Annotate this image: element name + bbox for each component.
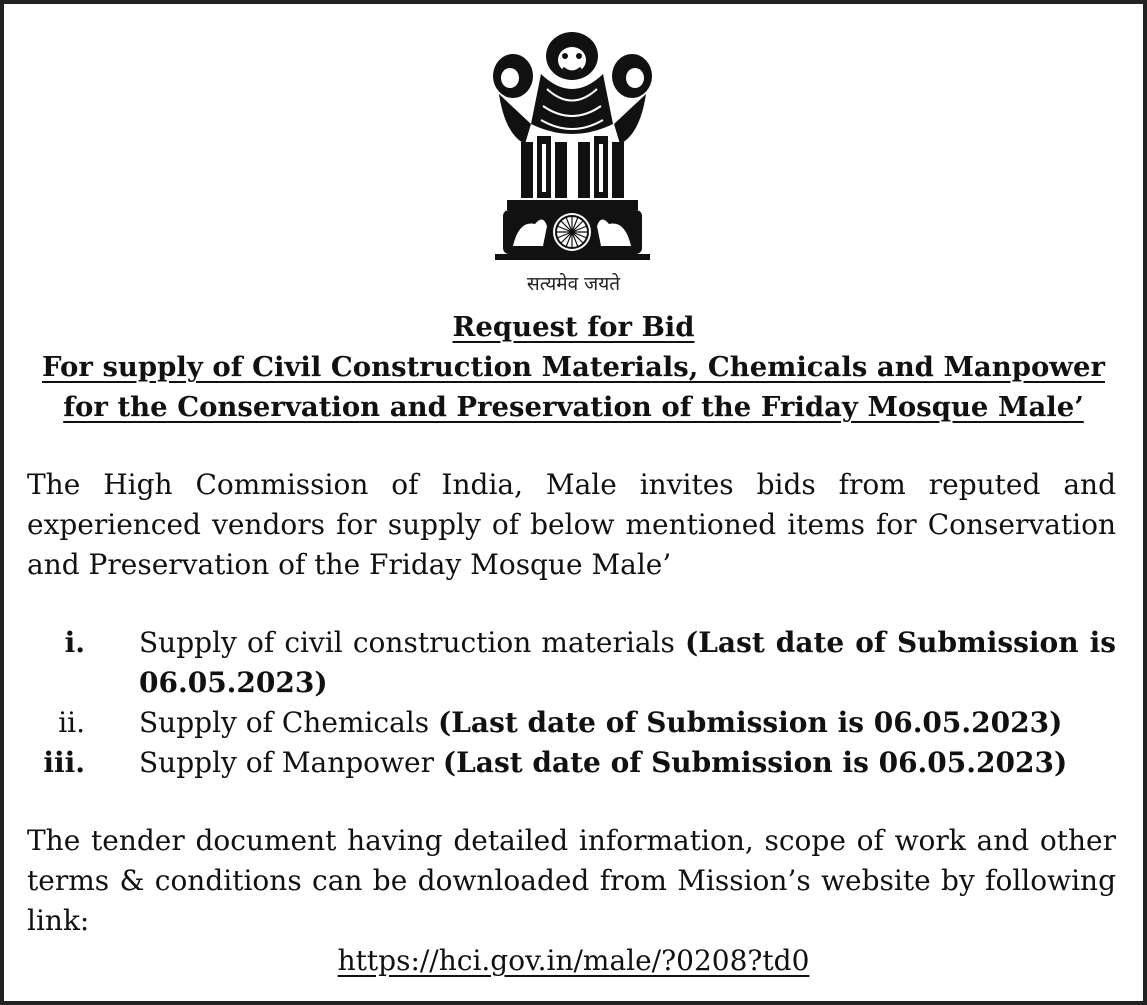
emblem-motto: सत्यमेव जयते — [526, 273, 621, 295]
list-item — [27, 743, 1116, 783]
list-item-number: iii. — [43, 746, 85, 779]
list-item-deadline: (Last date of Submission is 06.05.2023) — [442, 746, 1068, 779]
intro-paragraph: The High Commission of India, Male invites bids from reputed and experienced vendors for supply of below mentioned items for Conservation and Preservation of the Friday Mosque Male’ — [27, 468, 1116, 581]
list-item-text: Supply of Chemicals — [139, 706, 438, 739]
notice-subtitle-line-2: for the Conservation and Preservation of the Friday Mosque Male’ — [63, 391, 1084, 423]
notice-title: Request for Bid — [452, 311, 695, 343]
list-item-deadline: (Last date of Submission is 06.05.2023) — [438, 706, 1063, 739]
list-item — [27, 703, 1116, 743]
notice-title-block — [0, 307, 1147, 427]
list-item — [27, 623, 1116, 703]
items-list — [27, 623, 1116, 783]
list-item-deadline: (Last date of Submission is 06.05.2023) — [139, 626, 1116, 699]
list-item-text: Supply of civil construction materials — [139, 626, 685, 659]
closing-paragraph: The tender document having detailed information, scope of work and other terms & conditions can be downloaded from Mission’s website by following link: — [27, 824, 1116, 937]
list-item-number: i. — [64, 626, 85, 659]
list-item-text: Supply of Manpower — [139, 746, 443, 779]
tender-download-link[interactable]: https://hci.gov.in/male/?0208?td0 — [337, 944, 810, 977]
list-item-number: ii. — [58, 706, 85, 739]
national-emblem-icon — [485, 14, 660, 296]
notice-subtitle-line-1: For supply of Civil Construction Materials, Chemicals and Manpower — [42, 351, 1105, 383]
